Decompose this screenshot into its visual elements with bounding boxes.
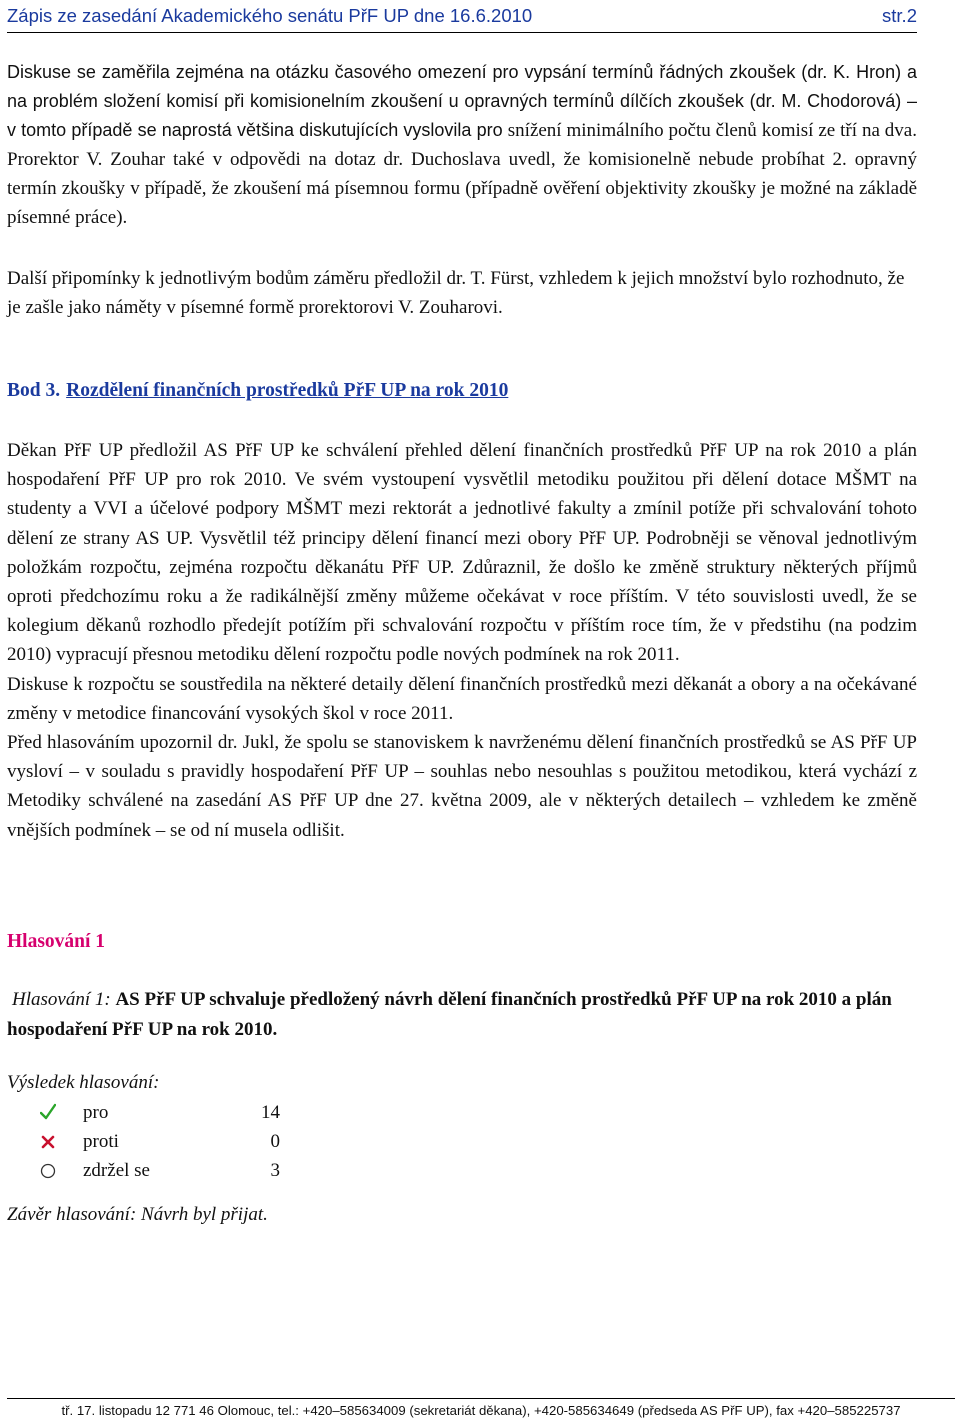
vote-count: 0 <box>270 1131 280 1152</box>
discussion-budget-paragraph: Diskuse k rozpočtu se soustředila na některé detaily dělení finančních prostředků mezi děkanát a obory a na očekávané změny v metodice financování vysokých škol v roce 2011. <box>7 673 917 724</box>
discussion-text-part2: snížení minimálního počtu členů komisí ze tří na dva. Prorektor V. Zouhar také v odpovědi na dotaz dr. Duchoslava uvedl, že komisionelně nebude probíhat 2. opravný termín zkoušky v případě, že zkoušení má písemnou formu (případně ověření objektivity zkoušky je možné na základě písemné práce). <box>7 120 917 228</box>
page-header <box>7 2 917 33</box>
vote-row-pro <box>40 1099 280 1128</box>
vote-label: Hlasování 1: <box>12 989 111 1010</box>
vote-results <box>40 1099 280 1186</box>
vote-resolution <box>7 985 917 1045</box>
circle-icon <box>40 1161 56 1179</box>
page-number: str.2 <box>882 5 917 26</box>
discussion-paragraph <box>7 58 917 232</box>
vote-count: 3 <box>270 1160 280 1181</box>
vote-option-label: pro <box>83 1102 109 1123</box>
vote-row-proti <box>40 1128 280 1157</box>
pre-vote-paragraph: Před hlasováním upozornil dr. Jukl, že spolu se stanoviskem k navrženému dělení finančních prostředků se AS PřF UP vysloví – v souladu s pravidly hospodaření PřF UP – souhlas nebo nesouhlas s použitou metodikou, která vychází z Metodiky schválené na zasedání AS PřF UP dne 27. května 2009, ale v některých detailech – vzhledem ke změně vnějších podmínek – se od ní musela odlišit. <box>7 732 917 841</box>
section-number: Bod 3. <box>7 380 61 401</box>
check-icon <box>40 1103 56 1121</box>
cross-icon <box>40 1132 56 1150</box>
page-footer: tř. 17. listopadu 12 771 46 Olomouc, tel.: +420–585634009 (sekretariát děkana), +420-585634649 (předseda AS PřF UP), fax +420–585225737 <box>7 1398 955 1418</box>
vote-row-zdrzel <box>40 1157 280 1186</box>
vote-option-label: proti <box>83 1131 119 1152</box>
discussion-text-part1: Diskuse se zaměřila zejména na otázku časového omezení pro vypsání termínů řádných zkoušek (dr. K. Hron) a na problém složení komisí při komisionelním zkoušení u opravných termínů dílčích zkoušek (dr. M. Chodorová) – v tomto případě se naprostá většina diskutujících vyslovila pro <box>7 62 917 140</box>
section-heading <box>7 380 508 402</box>
vote-option-label: zdržel se <box>83 1160 150 1181</box>
vote-conclusion: Závěr hlasování: Návrh byl přijat. <box>7 1204 268 1225</box>
section-title: Rozdělení finančních prostředků PřF UP na rok 2010 <box>66 380 509 401</box>
document-title: Zápis ze zasedání Akademického senátu PřF UP dne 16.6.2010 <box>7 5 533 26</box>
vote-count: 14 <box>261 1102 280 1123</box>
resolution-text: AS PřF UP schvaluje předložený návrh dělení finančních prostředků PřF UP na rok 2010 a plán hospodaření PřF UP na rok 2010. <box>7 989 892 1040</box>
section-body <box>7 436 917 845</box>
budget-paragraph: Děkan PřF UP předložil AS PřF UP ke schválení přehled dělení finančních prostředků PřF UP na rok 2010 a plán hospodaření PřF UP pro rok 2010. Ve svém vystoupení vysvětlil metodiku použitou při dělení dotace MŠMT na studenty a VVI a účelové podpory MŠMT mezi rektorát a jednotlivé fakulty a zmínil potíže při schvalování tohoto dělení ze strany AS UP. Vysvětlil též principy dělení financí mezi obory PřF UP. Podrobněji se věnoval jednotlivým položkám rozpočtu, zejména rozpočtu děkanátu PřF UP. Zdůraznil, že došlo ke změně struktury některých příjmů oproti předchozímu roku a že radikálnější změny můžeme očekávat v roce příštím. V této souvislosti uvedl, že se kolegium děkanů rozhodlo předejít potížím při schvalování rozpočtu v příštím roce tím, že v předstihu (na podzim 2010) vypracují přesnou metodiku dělení rozpočtu podle nových podmínek na rok 2011. <box>7 440 917 666</box>
vote-result-label: Výsledek hlasování: <box>7 1072 160 1093</box>
remarks-paragraph: Další připomínky k jednotlivým bodům záměru předložil dr. T. Fürst, vzhledem k jejich množství bylo rozhodnuto, že je zašle jako náměty v písemné formě prorektorovi V. Zouharovi. <box>7 268 905 318</box>
vote-heading: Hlasování 1 <box>7 931 106 952</box>
